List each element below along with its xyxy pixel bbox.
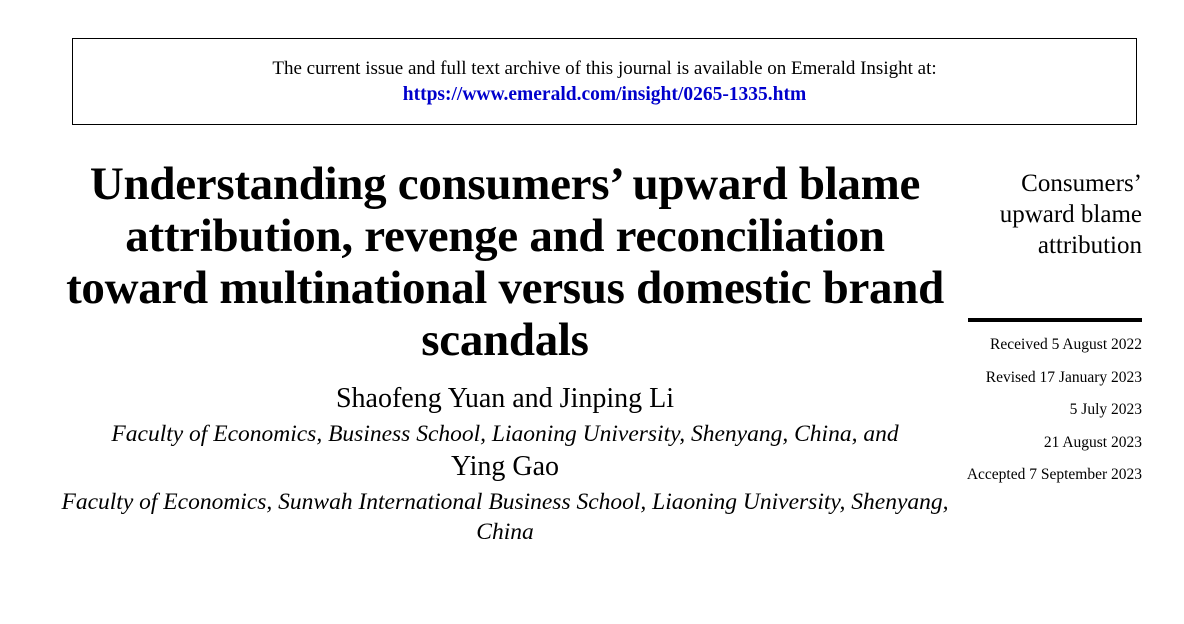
- horizontal-rule: [968, 318, 1142, 322]
- article-header: [60, 158, 950, 547]
- page-title: Understanding consumers’ upward blame attribution, revenge and reconciliation toward multinational versus domestic brand scandals: [66, 158, 944, 366]
- history-accepted: Accepted 7 September 2023: [966, 466, 1142, 483]
- history-received: Received 5 August 2022: [990, 336, 1142, 353]
- running-head-line-2: upward blame: [999, 201, 1142, 228]
- affiliation-1: Faculty of Economics, Business School, Liaoning University, Shenyang, China, and: [111, 421, 899, 447]
- running-head-line-3: attribution: [1037, 232, 1142, 259]
- emerald-insight-banner: [72, 38, 1137, 125]
- running-head-column: [960, 168, 1142, 485]
- history-revised-3: 21 August 2023: [1043, 433, 1142, 451]
- journal-archive-notice: The current issue and full text archive of this journal is available on Emerald Insight at:: [272, 57, 937, 79]
- history-revised-2: 5 July 2023: [1069, 401, 1142, 418]
- authors-line-1: Shaofeng Yuan and Jinping Li: [335, 383, 675, 414]
- running-head-line-1: Consumers’: [1021, 170, 1142, 197]
- history-revised-1: Revised 17 January 2023: [985, 368, 1142, 386]
- affiliation-2: Faculty of Economics, Sunwah International Business School, Liaoning University, Shenyang, China: [61, 489, 949, 545]
- authors-line-2: Ying Gao: [450, 451, 560, 482]
- journal-archive-link[interactable]: https://www.emerald.com/insight/0265-1335.htm: [402, 83, 807, 105]
